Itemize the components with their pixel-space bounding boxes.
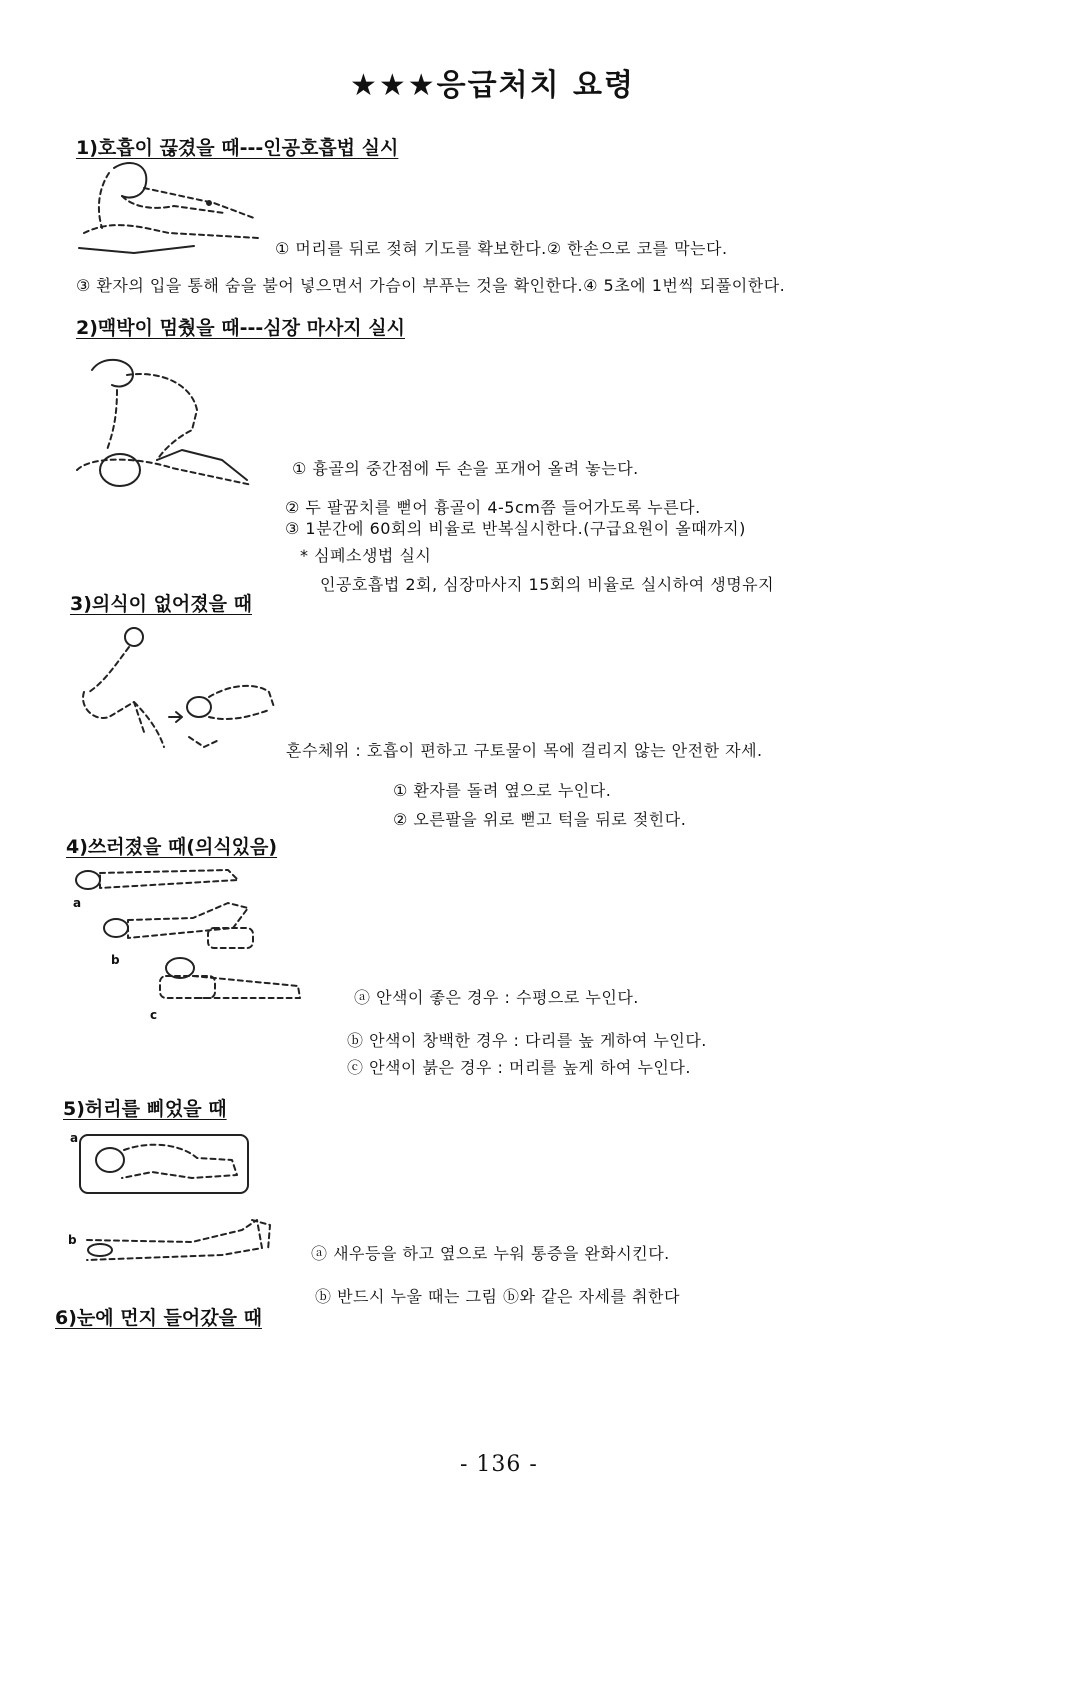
section-5-line-1: ⓐ 새우등을 하고 옆으로 누워 통증을 완화시킨다.	[311, 1244, 670, 1263]
figure-4-label-a: a	[73, 896, 82, 910]
section-2-line-3: ③ 1분간에 60회의 비율로 반복실시한다.(구급요원이 올때까지)	[285, 519, 746, 538]
section-3-line-3: ② 오른팔을 위로 뻗고 턱을 뒤로 젖힌다.	[393, 810, 687, 829]
figure-5-label-b: b	[68, 1233, 77, 1247]
section-2-line-2: ② 두 팔꿈치를 뻗어 흉골이 4-5cm쯤 들어가도록 누른다.	[285, 498, 701, 517]
section-4-line-3: ⓒ 안색이 붉은 경우 : 머리를 높게 하여 누인다.	[347, 1058, 691, 1077]
page-title: ★★★응급처치 요령	[350, 68, 636, 103]
mouth-to-mouth-rescue-icon	[74, 158, 264, 258]
page-number: - 136 -	[460, 1452, 538, 1477]
section-4-line-2: ⓑ 안색이 창백한 경우 : 다리를 높 게하여 누인다.	[347, 1031, 707, 1050]
chest-compression-icon	[72, 350, 262, 495]
section-5-heading: 5)허리를 삐었을 때	[63, 1098, 227, 1120]
figure-4-label-b: b	[111, 953, 120, 967]
lying-positions-icon	[68, 858, 318, 1018]
section-6-heading: 6)눈에 먼지 들어갔을 때	[55, 1307, 262, 1329]
figure-5-label-a: a	[70, 1131, 79, 1145]
section-2-heading: 2)맥박이 멈췄을 때---심장 마사지 실시	[76, 317, 405, 339]
figure-4-label-c: c	[150, 1008, 158, 1022]
section-2-line-4: * 심폐소생법 실시	[300, 546, 432, 565]
section-3-heading: 3)의식이 없어졌을 때	[70, 593, 252, 615]
section-4-line-1: ⓐ 안색이 좋은 경우 : 수평으로 누인다.	[354, 988, 639, 1007]
recovery-position-icon	[74, 622, 284, 762]
section-1-line-1: ① 머리를 뒤로 젖혀 기도를 확보한다.② 한손으로 코를 막는다.	[275, 239, 728, 258]
section-4-heading: 4)쓰러졌을 때(의식있음)	[66, 836, 278, 858]
back-sprain-positions-icon	[72, 1130, 292, 1290]
section-5-line-2: ⓑ 반드시 누울 때는 그림 ⓑ와 같은 자세를 취한다	[315, 1287, 680, 1306]
section-2-line-1: ① 흉골의 중간점에 두 손을 포개어 올려 놓는다.	[292, 459, 639, 478]
section-1-line-2: ③ 환자의 입을 통해 숨을 불어 넣으면서 가슴이 부푸는 것을 확인한다.④ 5초에 1번씩 되풀이한다.	[76, 276, 786, 295]
section-3-line-2: ① 환자를 돌려 옆으로 누인다.	[393, 781, 612, 800]
section-3-line-1: 혼수체위 : 호흡이 편하고 구토물이 목에 걸리지 않는 안전한 자세.	[286, 741, 763, 760]
section-1-heading: 1)호흡이 끊겼을 때---인공호흡법 실시	[76, 137, 399, 159]
section-2-line-5: 인공호흡법 2회, 심장마사지 15회의 비율로 실시하여 생명유지	[320, 575, 775, 594]
